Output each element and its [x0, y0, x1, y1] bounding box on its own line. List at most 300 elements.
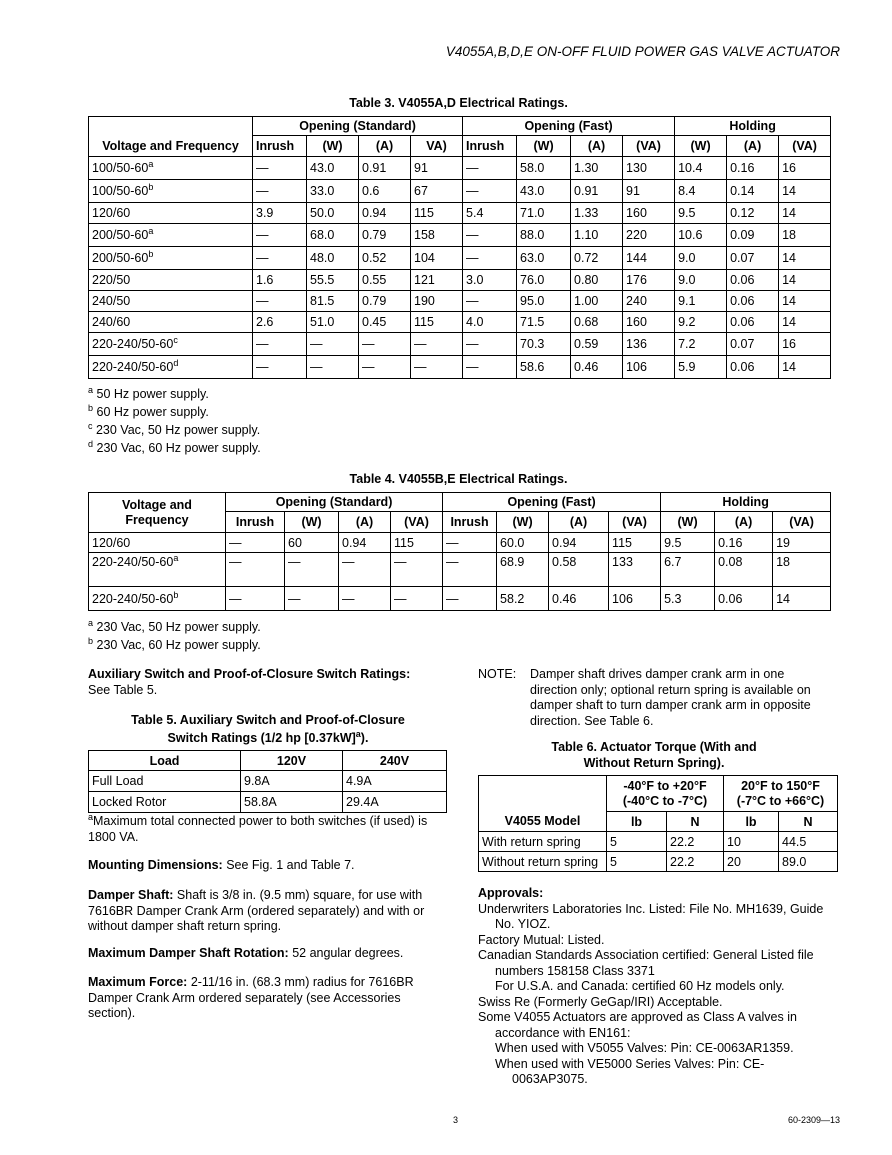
table4-cell: 115 — [609, 533, 661, 553]
table4-cell: 18 — [773, 553, 831, 587]
table4-caption: Table 4. V4055B,E Electrical Ratings. — [349, 472, 568, 486]
table4-group-standard: Opening (Standard) — [226, 493, 443, 512]
table3-cell: 115 — [411, 203, 463, 224]
table6-cell: 20 — [724, 852, 779, 872]
table4-cell: 133 — [609, 553, 661, 587]
row-label-text: 100/50-60 — [92, 184, 149, 198]
table3-cell: 2.6 — [253, 312, 307, 333]
table4-cell: — — [339, 587, 391, 611]
table3-cell: 76.0 — [517, 270, 571, 291]
approval-item: Canadian Standards Association certified: General Listed file numbers 158158 Class 3371 — [478, 948, 814, 978]
table6-cell: 10 — [724, 832, 779, 852]
table6-cell: Without return spring — [479, 852, 607, 872]
table4-row — [89, 533, 831, 553]
table4-subheader: Inrush — [443, 512, 497, 533]
table4-subheader: (W) — [661, 512, 715, 533]
table3-cell: 88.0 — [517, 224, 571, 247]
table4-subheader: (W) — [285, 512, 339, 533]
row-label-footnote-mark: d — [173, 357, 179, 368]
table3-cell: — — [463, 157, 517, 180]
left-column — [88, 667, 448, 698]
row-label-text: 240/60 — [92, 315, 131, 329]
table5-caption-line1: Table 5. Auxiliary Switch and Proof-of-Closure — [131, 713, 405, 727]
table3-row-label — [89, 333, 253, 356]
table5-caption-line2b: ). — [360, 731, 369, 745]
table3-cell: — — [411, 333, 463, 356]
table3-row-label — [89, 157, 253, 180]
table6-group2 — [724, 776, 838, 812]
table6-corner — [479, 776, 607, 812]
table5-cell: 4.9A — [343, 771, 447, 792]
table3-cell: 14 — [779, 291, 831, 312]
table5-cell: 58.8A — [241, 792, 343, 813]
table3-cell: 136 — [623, 333, 675, 356]
table3-subheader: Inrush — [463, 136, 517, 157]
table6-group2-line2: (-7°C to +66°C) — [736, 793, 825, 808]
approval-item: Underwriters Laboratories Inc. Listed: File No. MH1639, Guide No. YIOZ. — [478, 901, 824, 931]
approvals-block — [478, 886, 832, 1088]
table3-row-label — [89, 356, 253, 379]
table4-cell: 0.16 — [715, 533, 773, 553]
table4-subheader: (VA) — [609, 512, 661, 533]
table3-cell: 0.55 — [359, 270, 411, 291]
row-label-text: 200/50-60 — [92, 251, 149, 265]
approval-item: Some V4055 Actuators are approved as Class A valves in accordance with EN161: — [478, 1010, 797, 1040]
table3-cell: 81.5 — [307, 291, 359, 312]
table4-row — [89, 553, 831, 587]
table3-row-label — [89, 291, 253, 312]
table3-subheader: (A) — [571, 136, 623, 157]
table3-cell: 16 — [779, 333, 831, 356]
table3-subheader: (W) — [517, 136, 571, 157]
table3-cell: 9.1 — [675, 291, 727, 312]
running-header: V4055A,B,D,E ON-OFF FLUID POWER GAS VALVE ACTUATOR — [445, 44, 840, 59]
table3-cell: 104 — [411, 247, 463, 270]
table3-group-holding: Holding — [675, 117, 831, 136]
table6-caption-line2: Without Return Spring). — [583, 755, 725, 770]
table4-first-col-header-line1: Voltage and — [122, 497, 192, 512]
table3-cell: 0.91 — [571, 180, 623, 203]
row-label-text: 120/60 — [92, 535, 131, 550]
table3-cell: 0.80 — [571, 270, 623, 291]
table3-cell: 48.0 — [307, 247, 359, 270]
table3-cell: 71.5 — [517, 312, 571, 333]
table3-cell: — — [463, 247, 517, 270]
table3-cell: 0.91 — [359, 157, 411, 180]
table3-cell: 240 — [623, 291, 675, 312]
table4-footnotes — [88, 618, 261, 654]
table3-cell: 1.30 — [571, 157, 623, 180]
table3-cell: 0.07 — [727, 247, 779, 270]
page-number: 3 — [453, 1115, 459, 1125]
damper-shaft-text: Shaft is 3/8 in. (9.5 mm) square, for use with 7616BR Damper Crank Arm (ordered separately) and with or without damper shaft return spring. — [88, 888, 425, 933]
approvals-heading: Approvals: — [478, 886, 544, 900]
table5-footnote-text: Maximum total connected power to both switches (if used) is 1800 VA. — [88, 814, 428, 844]
table4-footnote — [88, 618, 261, 636]
table3-cell: 91 — [623, 180, 675, 203]
table4-first-col-header — [89, 493, 226, 533]
table3-cell: 18 — [779, 224, 831, 247]
table4-subheader: (A) — [549, 512, 609, 533]
table6-caption — [478, 740, 830, 771]
table6-cell: 44.5 — [779, 832, 838, 852]
table3-cell: 63.0 — [517, 247, 571, 270]
table3-group-standard: Opening (Standard) — [253, 117, 463, 136]
note-block — [478, 667, 830, 729]
table6-subheader: lb — [607, 812, 667, 832]
table3-cell: 51.0 — [307, 312, 359, 333]
table3-cell: — — [463, 180, 517, 203]
table4-cell: — — [285, 553, 339, 587]
table3-cell: 9.0 — [675, 270, 727, 291]
table3-cell: 3.0 — [463, 270, 517, 291]
table3-cell: 0.06 — [727, 356, 779, 379]
table3-subheader: Inrush — [253, 136, 307, 157]
table3-row — [89, 247, 831, 270]
table6-row — [479, 832, 838, 852]
table3-row — [89, 270, 831, 291]
table3-cell: 58.6 — [517, 356, 571, 379]
table3-cell: — — [253, 157, 307, 180]
table3-cell: 16 — [779, 157, 831, 180]
table3-row — [89, 224, 831, 247]
table3-row — [89, 333, 831, 356]
table3-subheader: (A) — [727, 136, 779, 157]
table4-cell: 19 — [773, 533, 831, 553]
table3 — [88, 116, 831, 379]
table3-cell: 10.6 — [675, 224, 727, 247]
table3-cell: 0.14 — [727, 180, 779, 203]
table6-cell: 22.2 — [667, 852, 724, 872]
table3-cell: 14 — [779, 180, 831, 203]
table3-cell: 5.9 — [675, 356, 727, 379]
table3-caption: Table 3. V4055A,D Electrical Ratings. — [349, 96, 568, 110]
row-label-text: 220/50 — [92, 273, 131, 287]
table3-cell: — — [463, 356, 517, 379]
table3-cell: 1.6 — [253, 270, 307, 291]
table4-subheader: (A) — [715, 512, 773, 533]
table3-cell: — — [307, 356, 359, 379]
mounting-heading: Mounting Dimensions: — [88, 858, 223, 872]
table3-cell: 14 — [779, 312, 831, 333]
table3-cell: — — [253, 224, 307, 247]
table4-cell: — — [443, 533, 497, 553]
table3-cell: — — [463, 224, 517, 247]
table4-row-label — [89, 533, 226, 553]
mounting-paragraph — [88, 858, 448, 874]
table4-cell: 0.06 — [715, 587, 773, 611]
table3-cell: 3.9 — [253, 203, 307, 224]
table6-group1-line2: (-40°C to -7°C) — [622, 793, 708, 808]
aux-switch-text: See Table 5. — [88, 682, 158, 697]
table4-row-label — [89, 587, 226, 611]
table3-cell: 68.0 — [307, 224, 359, 247]
table4-subheader: (A) — [339, 512, 391, 533]
rotation-paragraph — [88, 946, 448, 962]
table5-caption — [88, 711, 448, 747]
approval-item: Factory Mutual: Listed. — [478, 932, 605, 947]
table5-caption-sup: a — [355, 728, 361, 739]
table3-cell: 9.0 — [675, 247, 727, 270]
row-label-footnote-mark: b — [148, 181, 154, 192]
table5-cell: Locked Rotor — [89, 792, 241, 813]
footnote-mark: b — [88, 402, 94, 413]
table4-subheader: (W) — [497, 512, 549, 533]
table3-cell: 106 — [623, 356, 675, 379]
table3-subheader: (W) — [675, 136, 727, 157]
footnote-mark: a — [88, 617, 94, 628]
row-label-text: 220-240/50-60 — [92, 337, 174, 351]
table3-row-label — [89, 203, 253, 224]
table3-row — [89, 203, 831, 224]
damper-shaft-heading: Damper Shaft: — [88, 888, 174, 902]
table3-cell: 7.2 — [675, 333, 727, 356]
table6-row — [479, 852, 838, 872]
footnote-text: 60 Hz power supply. — [93, 405, 209, 419]
table3-cell: — — [253, 333, 307, 356]
row-label-footnote-mark: a — [148, 225, 154, 236]
table3-cell: 160 — [623, 203, 675, 224]
table4-cell: 60 — [285, 533, 339, 553]
table3-cell: 190 — [411, 291, 463, 312]
table4-cell: 14 — [773, 587, 831, 611]
table3-row-label — [89, 270, 253, 291]
table4-cell: — — [226, 553, 285, 587]
mounting-text: See Fig. 1 and Table 7. — [222, 858, 355, 872]
doc-number: 60-2309—13 — [787, 1115, 840, 1125]
table3-row — [89, 291, 831, 312]
table3-cell: — — [253, 180, 307, 203]
row-label-footnote-mark: a — [173, 552, 179, 563]
table4-row-label — [89, 553, 226, 587]
table3-cell: — — [411, 356, 463, 379]
table5-cell: 29.4A — [343, 792, 447, 813]
table4-subheader: Inrush — [226, 512, 285, 533]
table6-group1 — [607, 776, 724, 812]
table3-row — [89, 356, 831, 379]
table4-cell: 0.58 — [549, 553, 609, 587]
table4-cell: 58.2 — [497, 587, 549, 611]
footnote-mark: a — [88, 384, 94, 395]
table3-cell: 14 — [779, 247, 831, 270]
table3-cell: 1.33 — [571, 203, 623, 224]
table5-caption-line2a: Switch Ratings (1/2 hp [0.37kW] — [167, 731, 356, 745]
table3-cell: 0.68 — [571, 312, 623, 333]
aux-switch-paragraph — [88, 667, 448, 698]
rotation-heading: Maximum Damper Shaft Rotation: — [88, 946, 289, 960]
table5-cell: 9.8A — [241, 771, 343, 792]
table5-footnote — [88, 811, 448, 845]
table3-footnote — [88, 439, 261, 457]
table3-cell: 10.4 — [675, 157, 727, 180]
row-label-footnote-mark: b — [173, 589, 179, 600]
row-label-text: 220-240/50-60 — [92, 555, 174, 569]
table4-cell: — — [391, 553, 443, 587]
table3-cell: 0.6 — [359, 180, 411, 203]
table4-cell: 6.7 — [661, 553, 715, 587]
footnote-mark: b — [88, 635, 94, 646]
row-label-text: 220-240/50-60 — [92, 591, 174, 606]
aux-switch-heading: Auxiliary Switch and Proof-of-Closure Switch Ratings: — [88, 667, 411, 681]
approval-item: For U.S.A. and Canada: certified 60 Hz models only. — [495, 979, 785, 993]
footnote-text: 230 Vac, 60 Hz power supply. — [93, 638, 261, 652]
table3-cell: 71.0 — [517, 203, 571, 224]
footnote-text: 50 Hz power supply. — [93, 387, 209, 401]
table3-cell: 14 — [779, 356, 831, 379]
table4-cell: 0.08 — [715, 553, 773, 587]
table3-cell: — — [253, 291, 307, 312]
table3-subheader: (VA) — [623, 136, 675, 157]
table3-cell: 1.10 — [571, 224, 623, 247]
table5-row — [89, 771, 447, 792]
table3-cell: — — [307, 333, 359, 356]
table3-cell: 70.3 — [517, 333, 571, 356]
table6-group1-line1: -40°F to +20°F — [623, 778, 707, 793]
table3-cell: 1.00 — [571, 291, 623, 312]
table6-group2-line1: 20°F to 150°F — [741, 778, 820, 793]
table4-subheader: (VA) — [773, 512, 831, 533]
table3-footnote — [88, 421, 261, 439]
row-label-text: 100/50-60 — [92, 161, 149, 175]
table3-cell: 33.0 — [307, 180, 359, 203]
table3-cell: 121 — [411, 270, 463, 291]
table3-cell: 55.5 — [307, 270, 359, 291]
table3-cell: — — [463, 291, 517, 312]
table3-cell: 43.0 — [517, 180, 571, 203]
table3-subheader: (A) — [359, 136, 411, 157]
table3-cell: 5.4 — [463, 203, 517, 224]
table6-cell: 5 — [607, 832, 667, 852]
table6-cell: 89.0 — [779, 852, 838, 872]
table4-subheader: (VA) — [391, 512, 443, 533]
table3-cell: 9.5 — [675, 203, 727, 224]
table4-footnote — [88, 636, 261, 654]
table3-cell: 14 — [779, 203, 831, 224]
table3-row — [89, 157, 831, 180]
table3-cell: — — [359, 333, 411, 356]
table3-cell: 0.46 — [571, 356, 623, 379]
table5 — [88, 750, 447, 813]
table3-cell: — — [359, 356, 411, 379]
table5-header: 240V — [343, 751, 447, 771]
table3-cell: 0.94 — [359, 203, 411, 224]
row-label-text: 240/50 — [92, 294, 131, 308]
approval-item: When used with V5055 Valves: Pin: CE-0063AR1359. — [495, 1041, 794, 1055]
table3-cell: 130 — [623, 157, 675, 180]
table3-cell: 8.4 — [675, 180, 727, 203]
table3-cell: 115 — [411, 312, 463, 333]
table3-cell: 9.2 — [675, 312, 727, 333]
table3-cell: 0.06 — [727, 291, 779, 312]
table3-cell: 0.59 — [571, 333, 623, 356]
table4-cell: 9.5 — [661, 533, 715, 553]
table3-row — [89, 312, 831, 333]
table5-header: 120V — [241, 751, 343, 771]
table6-model-header: V4055 Model — [479, 812, 607, 832]
table3-footnotes — [88, 385, 261, 457]
table4-cell: — — [443, 553, 497, 587]
approval-item: Swiss Re (Formerly GeGap/IRI) Acceptable. — [478, 994, 723, 1009]
table3-cell: 0.06 — [727, 312, 779, 333]
table6-subheader: lb — [724, 812, 779, 832]
approval-item: When used with VE5000 Series Valves: Pin: CE-0063AP3075. — [495, 1056, 765, 1086]
table3-cell: 95.0 — [517, 291, 571, 312]
table4-cell: 68.9 — [497, 553, 549, 587]
table4-cell: — — [443, 587, 497, 611]
table3-subheader: (VA) — [779, 136, 831, 157]
table4-cell: — — [226, 533, 285, 553]
table3-cell: 144 — [623, 247, 675, 270]
footnote-text: 230 Vac, 50 Hz power supply. — [92, 423, 261, 437]
table5-row — [89, 792, 447, 813]
table3-cell: — — [463, 333, 517, 356]
table3-row-label — [89, 312, 253, 333]
table6-subheader: N — [667, 812, 724, 832]
rotation-text: 52 angular degrees. — [288, 946, 404, 960]
table4-cell: 0.46 — [549, 587, 609, 611]
max-force-paragraph — [88, 975, 448, 1022]
table3-cell: 4.0 — [463, 312, 517, 333]
footnote-text: 230 Vac, 60 Hz power supply. — [93, 441, 261, 455]
row-label-footnote-mark: c — [173, 334, 178, 345]
table3-subheader: VA) — [411, 136, 463, 157]
table4-cell: — — [391, 587, 443, 611]
table3-cell: 43.0 — [307, 157, 359, 180]
table4 — [88, 492, 831, 611]
footnote-text: 230 Vac, 50 Hz power supply. — [93, 620, 261, 634]
table4-cell: 0.94 — [339, 533, 391, 553]
table4-cell: — — [226, 587, 285, 611]
table5-cell: Full Load — [89, 771, 241, 792]
table3-group-fast: Opening (Fast) — [463, 117, 675, 136]
row-label-text: 200/50-60 — [92, 228, 149, 242]
table6-cell: 5 — [607, 852, 667, 872]
max-force-heading: Maximum Force: — [88, 975, 188, 989]
table3-cell: 158 — [411, 224, 463, 247]
table3-footnote — [88, 385, 261, 403]
row-label-text: 220-240/50-60 — [92, 360, 174, 374]
table3-cell: 91 — [411, 157, 463, 180]
table4-cell: — — [339, 553, 391, 587]
table3-cell: 0.06 — [727, 270, 779, 291]
footnote-mark: d — [88, 438, 94, 449]
table3-cell: 0.07 — [727, 333, 779, 356]
table6-subheader: N — [779, 812, 838, 832]
table4-group-fast: Opening (Fast) — [443, 493, 661, 512]
table6-cell: With return spring — [479, 832, 607, 852]
table3-cell: 220 — [623, 224, 675, 247]
table4-cell: 60.0 — [497, 533, 549, 553]
table3-row-label — [89, 224, 253, 247]
table5-footnote-mark: a — [88, 811, 94, 822]
table3-row-label — [89, 180, 253, 203]
table3-cell: 160 — [623, 312, 675, 333]
table4-cell: — — [285, 587, 339, 611]
table4-cell: 115 — [391, 533, 443, 553]
table5-header: Load — [89, 751, 241, 771]
note-text: Damper shaft drives damper crank arm in one direction only; optional return spring is available on damper shaft to turn damper crank arm in opposite direction. See Table 6. — [530, 667, 811, 728]
table4-cell: 5.3 — [661, 587, 715, 611]
table3-cell: — — [253, 356, 307, 379]
row-label-footnote-mark: b — [148, 248, 154, 259]
table4-cell: 106 — [609, 587, 661, 611]
table4-group-holding: Holding — [661, 493, 831, 512]
table3-footnote — [88, 403, 261, 421]
table3-cell: — — [253, 247, 307, 270]
table3-corner — [89, 117, 253, 136]
table6 — [478, 775, 838, 872]
row-label-text: 120/60 — [92, 206, 131, 220]
